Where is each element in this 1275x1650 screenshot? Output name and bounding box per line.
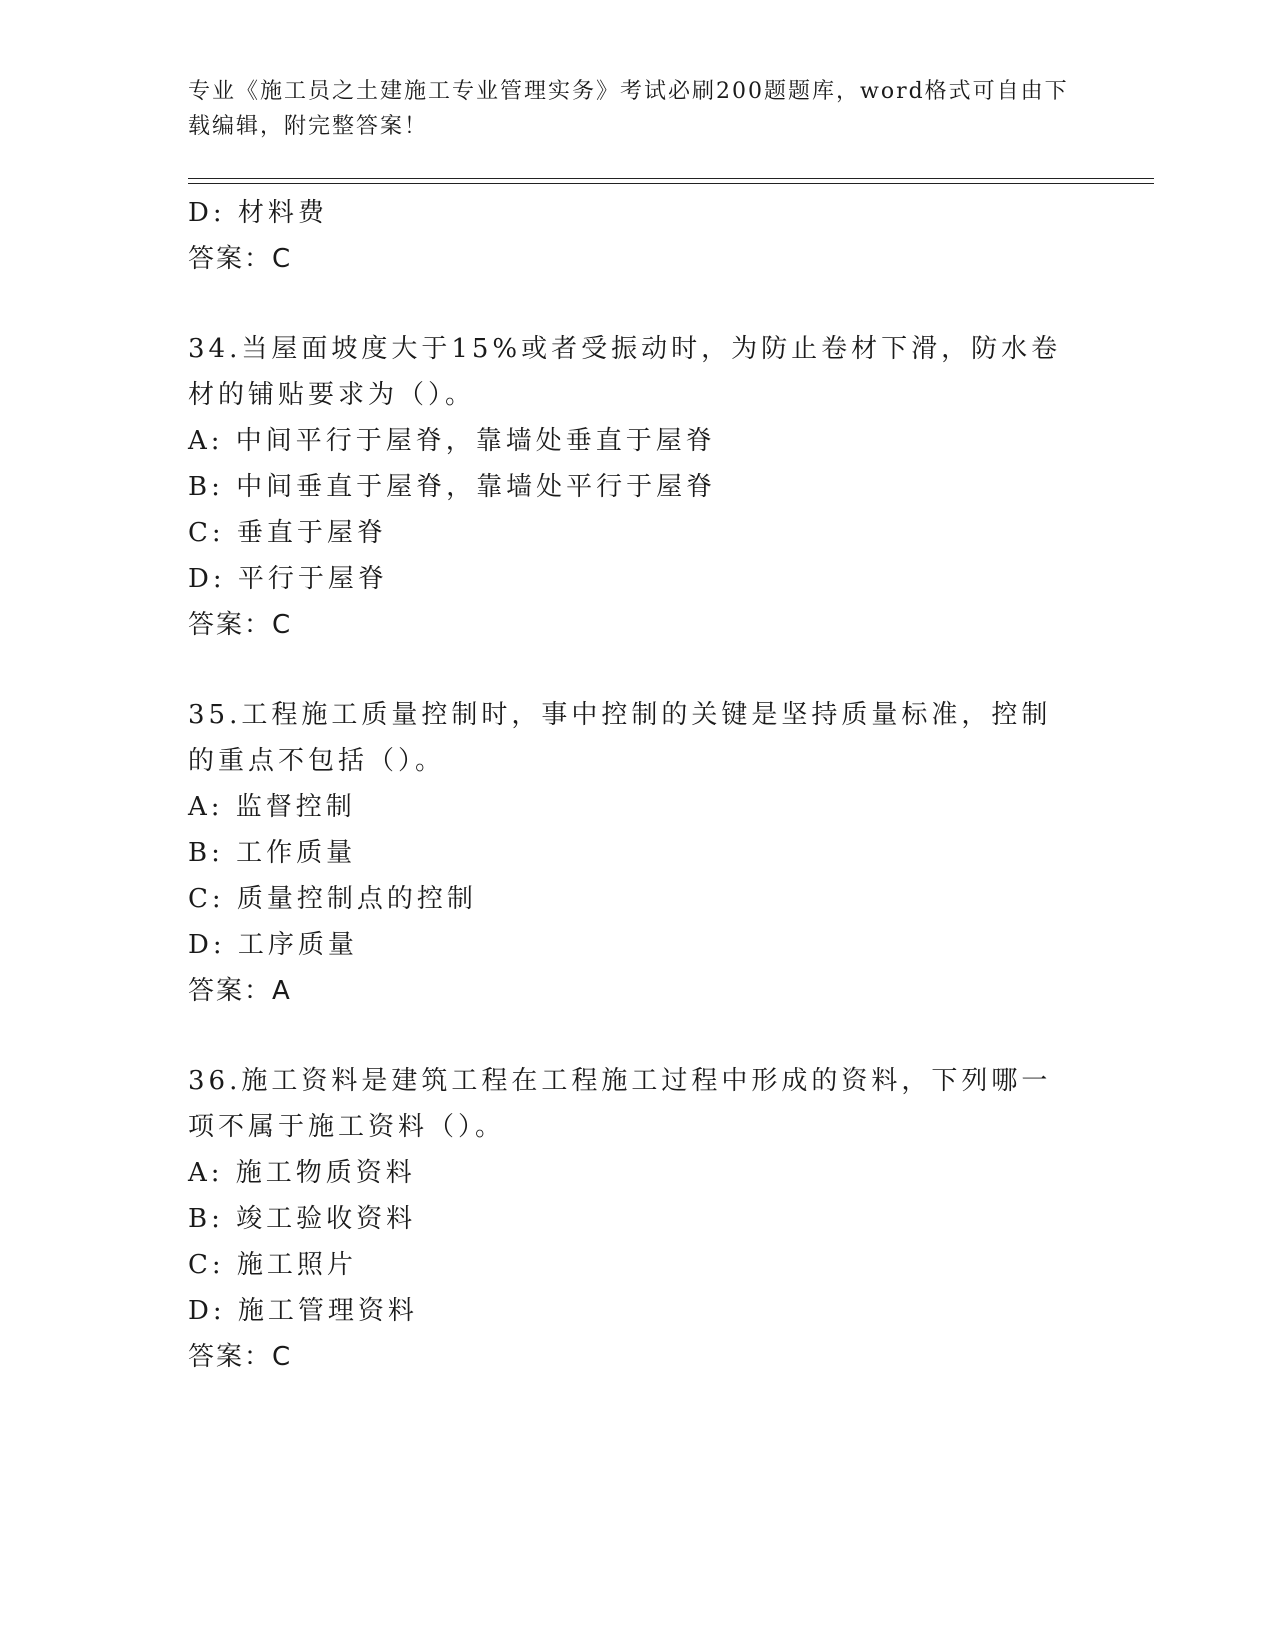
option-b: B: 竣工验收资料 (188, 1204, 417, 1234)
answer: 答案：C (188, 1342, 293, 1372)
question-stem: 36.施工资料是建筑工程在工程施工过程中形成的资料，下列哪一项不属于施工资料（）。 (188, 1066, 1052, 1142)
question-block (188, 692, 1088, 1014)
option-b: B: 中间垂直于屋脊，靠墙处平行于屋脊 (188, 472, 717, 502)
document-body (188, 190, 1088, 1380)
option-b: B: 工作质量 (188, 838, 357, 868)
answer: 答案：A (188, 976, 292, 1006)
option-d: D: 工序质量 (188, 930, 358, 960)
answer: 答案：C (188, 244, 293, 274)
option-a: A: 中间平行于屋脊，靠墙处垂直于屋脊 (188, 426, 716, 456)
option-c: C: 垂直于屋脊 (188, 518, 387, 548)
option-c: C: 施工照片 (188, 1250, 357, 1280)
question-stem: 35.工程施工质量控制时，事中控制的关键是坚持质量标准，控制的重点不包括（）。 (188, 700, 1052, 776)
question-block (188, 326, 1088, 648)
page-header: 专业《施工员之土建施工专业管理实务》考试必刷200题题库，word格式可自由下载编辑，附完整答案！ (188, 79, 1069, 139)
option-d: D: 施工管理资料 (188, 1296, 418, 1326)
header-divider-bottom (188, 183, 1154, 184)
question-stem: 34.当屋面坡度大于15%或者受振动时，为防止卷材下滑，防水卷材的铺贴要求为（）。 (188, 334, 1062, 410)
header-divider-top (188, 178, 1154, 179)
option-a: A: 施工物质资料 (188, 1158, 416, 1188)
option-c: C: 质量控制点的控制 (188, 884, 477, 914)
question-block (188, 1058, 1088, 1380)
option-d: D: 材料费 (188, 198, 328, 228)
option-d: D: 平行于屋脊 (188, 564, 388, 594)
answer: 答案：C (188, 610, 293, 640)
option-a: A: 监督控制 (188, 792, 356, 822)
